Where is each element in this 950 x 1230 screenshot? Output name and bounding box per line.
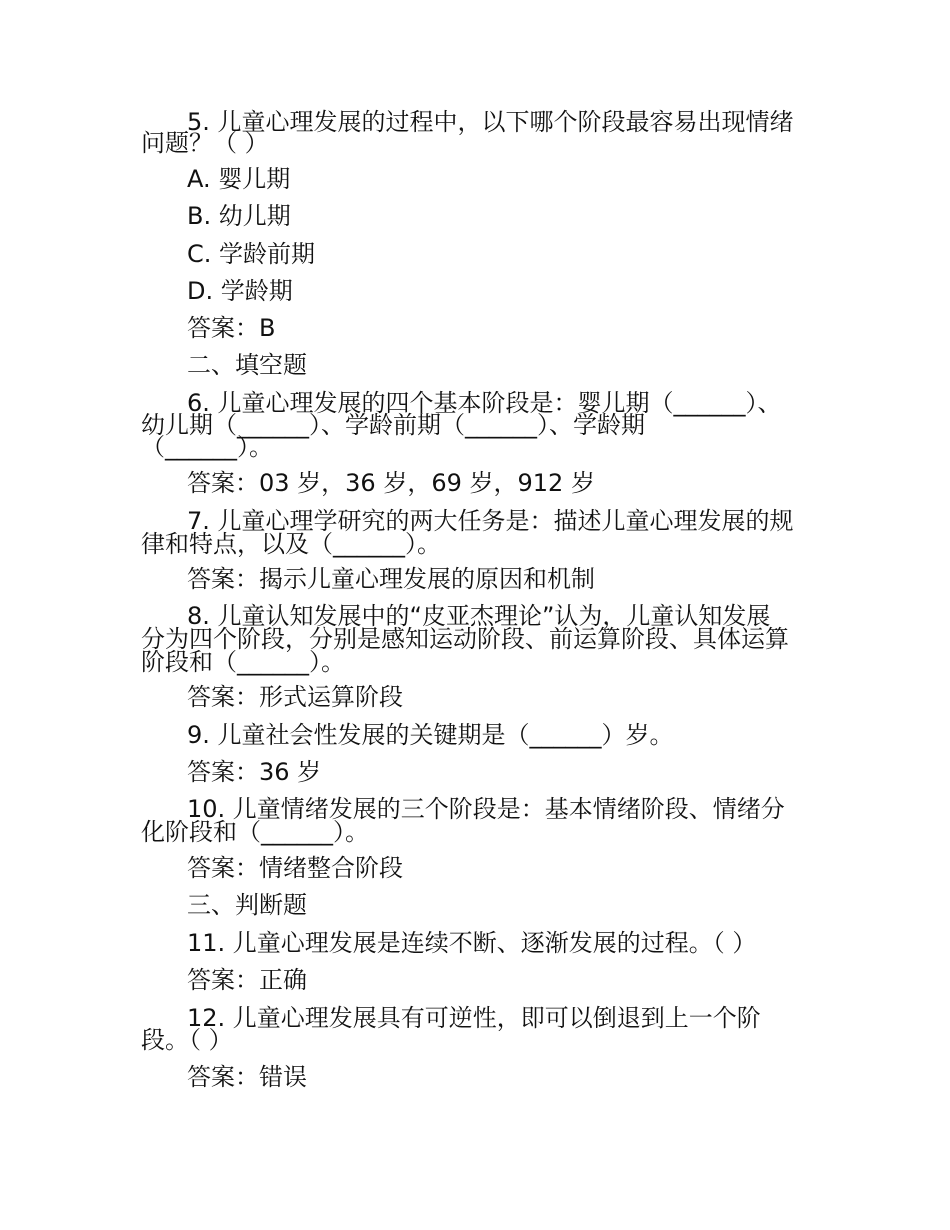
section-true-false-title: 三、判断题 [187,891,307,919]
q12-line1: 12. 儿童心理发展具有可逆性，即可以倒退到上一个阶 [187,1004,761,1032]
q10-line2: 化阶段和（______）。 [141,818,369,846]
q5-option-d: D. 学龄期 [187,277,293,305]
q6-line2: 幼儿期（______）、学龄前期（______）、学龄期 [141,411,645,439]
q12-answer: 答案：错误 [187,1063,307,1091]
q5-answer: 答案：B [187,314,276,342]
q7-line2: 律和特点，以及（______）。 [141,530,441,558]
q5-line1: 5. 儿童心理发展的过程中，以下哪个阶段最容易出现情绪 [187,108,794,136]
section-fill-in-title: 二、填空题 [187,351,307,379]
q8-line3: 阶段和（______）。 [141,648,345,676]
q10-line1: 10. 儿童情绪发展的三个阶段是：基本情绪阶段、情绪分 [187,795,785,823]
q5-option-c: C. 学龄前期 [187,240,316,268]
q12-line2: 段。（ ） [141,1026,233,1054]
q8-line1: 8. 儿童认知发展中的“皮亚杰理论”认为，儿童认知发展 [187,602,771,630]
q6-line1: 6. 儿童心理发展的四个基本阶段是：婴儿期（______）、 [187,389,782,417]
q10-answer: 答案：情绪整合阶段 [187,854,403,882]
q11-line1: 11. 儿童心理发展是连续不断、逐渐发展的过程。（ ） [187,929,757,957]
q7-line1: 7. 儿童心理学研究的两大任务是：描述儿童心理发展的规 [187,507,794,535]
q9-line1: 9. 儿童社会性发展的关键期是（______）岁。 [187,721,674,749]
q8-line2: 分为四个阶段，分别是感知运动阶段、前运算阶段、具体运算 [141,625,789,653]
q5-option-a: A. 婴儿期 [187,165,291,193]
q11-answer: 答案：正确 [187,966,307,994]
q5-option-b: B. 幼儿期 [187,202,291,230]
q6-line3: （______）。 [141,433,273,461]
q6-answer: 答案：03 岁，36 岁，69 岁，912 岁 [187,469,595,497]
q7-answer: 答案：揭示儿童心理发展的原因和机制 [187,565,595,593]
q5-line2: 问题？（ ） [141,129,269,157]
q8-answer: 答案：形式运算阶段 [187,683,403,711]
q9-answer: 答案：36 岁 [187,758,322,786]
